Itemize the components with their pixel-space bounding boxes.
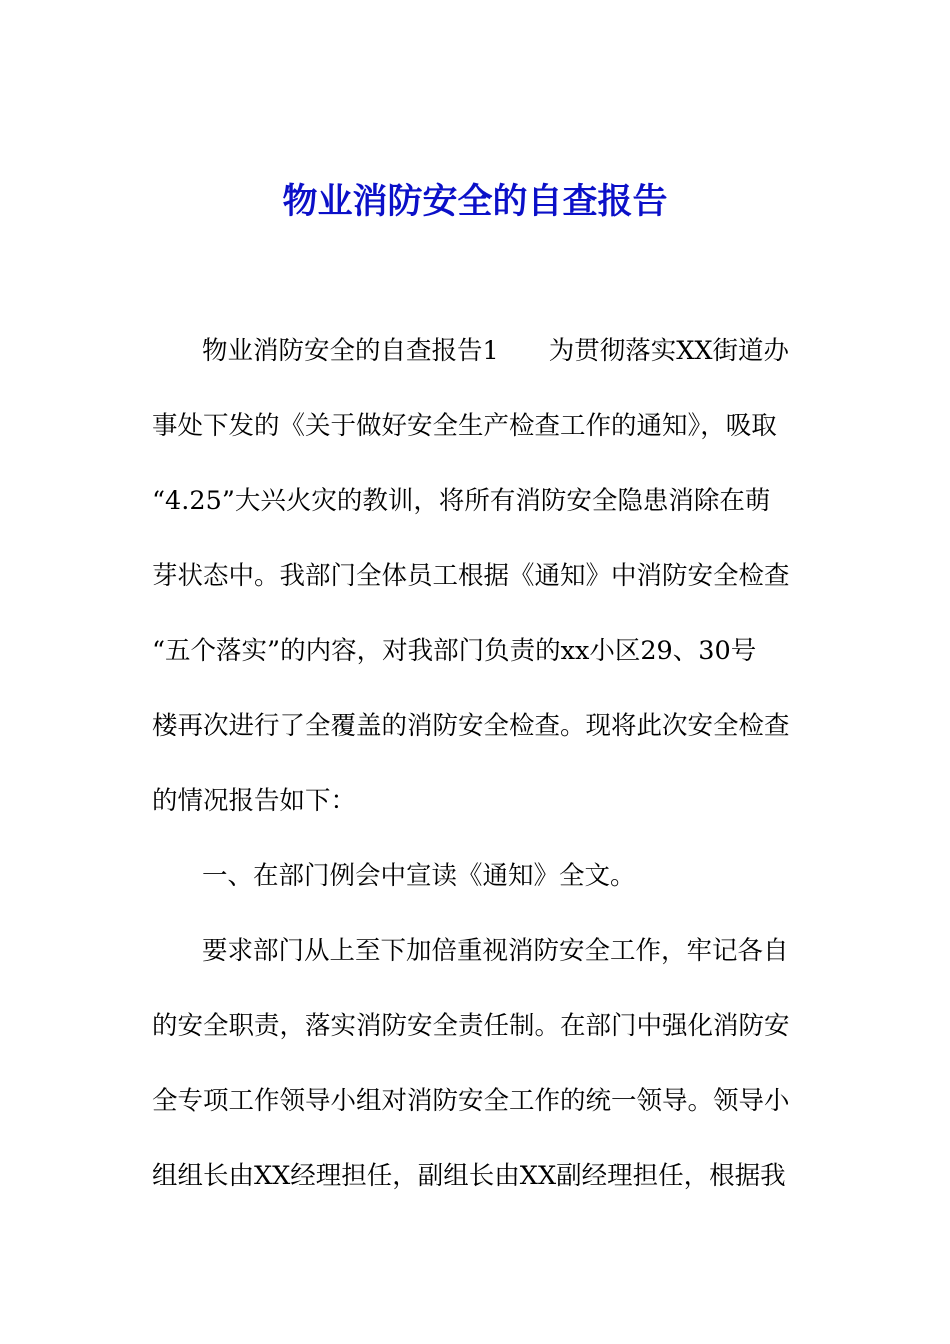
section-heading: 一、在部门例会中宣读《通知》全文。 [202, 861, 636, 891]
paragraph-line: 的情况报告如下： [152, 786, 357, 816]
paragraph-line: 全专项工作领导小组对消防安全工作的统一领导。领导小 [152, 1086, 790, 1116]
paragraph-line [202, 331, 802, 371]
paragraph-line: 的安全职责，落实消防安全责任制。在部门中强化消防安 [152, 1011, 790, 1041]
report-heading-inline: 物业消防安全的自查报告1 [202, 336, 499, 366]
paragraph-line: 要求部门从上至下加倍重视消防安全工作，牢记各自 [202, 936, 789, 966]
paragraph-line: 楼再次进行了全覆盖的消防安全检查。现将此次安全检查 [152, 711, 790, 741]
paragraph-line: “4.25”大兴火灾的教训，将所有消防安全隐患消除在萌 [152, 486, 771, 516]
paragraph-line: 芽状态中。我部门全体员工根据《通知》中消防安全检查 [152, 561, 790, 591]
paragraph-line: 组组长由XX经理担任，副组长由XX副经理担任，根据我 [152, 1161, 786, 1191]
paragraph-text: 为贯彻落实XX街道办 [548, 336, 790, 366]
paragraph-line: 事处下发的《关于做好安全生产检查工作的通知》，吸取 [152, 411, 777, 441]
document-title: 物业消防安全的自查报告 [282, 181, 668, 222]
paragraph-line: “五个落实”的内容，对我部门负责的xx小区29、30号 [152, 636, 757, 666]
